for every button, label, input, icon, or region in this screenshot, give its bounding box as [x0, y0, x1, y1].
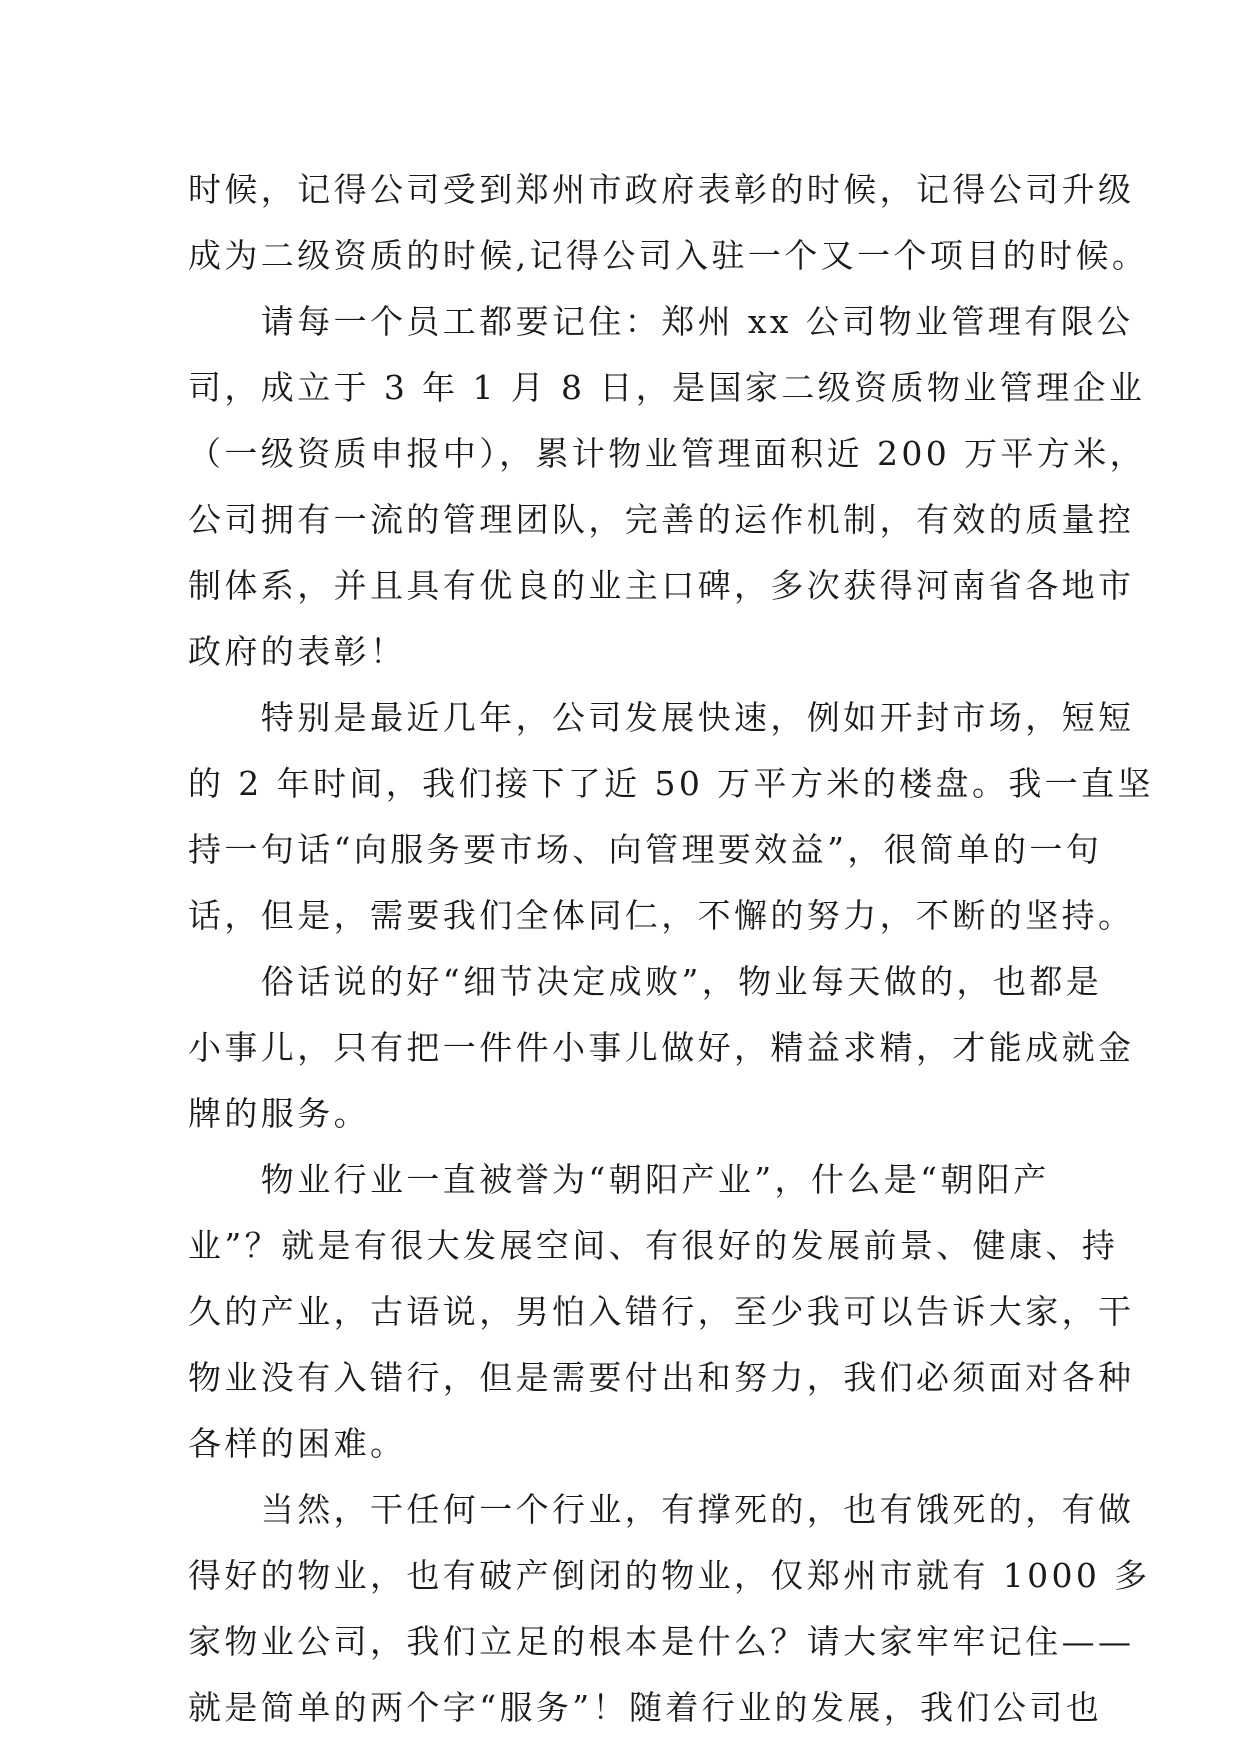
text-line: 物业没有入错行，但是需要付出和努力，我们必须面对各种 — [188, 1358, 1135, 1397]
text-line: 物业行业一直被誉为“朝阳产业”，什么是“朝阳产 — [188, 1160, 1050, 1199]
text-line: 制体系，并且具有优良的业主口碑，多次获得河南省各地市 — [188, 566, 1135, 605]
text-line: 牌的服务。 — [188, 1094, 370, 1133]
text-line: 业”？就是有很大发展空间、有很好的发展前景、健康、持 — [188, 1226, 1119, 1265]
document-body-text — [188, 157, 1154, 1741]
text-line: 小事儿，只有把一件件小事儿做好，精益求精，才能成就金 — [188, 1028, 1135, 1067]
text-line: 政府的表彰！ — [188, 632, 407, 671]
text-line: （一级资质申报中），累计物业管理面积近 200 万平方米， — [188, 434, 1147, 473]
text-line: 公司拥有一流的管理团队，完善的运作机制，有效的质量控 — [188, 500, 1135, 539]
text-line: 当然，干任何一个行业，有撑死的，也有饿死的，有做 — [188, 1490, 1135, 1529]
text-line: 久的产业，古语说，男怕入错行，至少我可以告诉大家，干 — [188, 1292, 1135, 1331]
text-line: 得好的物业，也有破产倒闭的物业，仅郑州市就有 1000 多 — [188, 1556, 1151, 1595]
text-line: 俗话说的好“细节决定成败”，物业每天做的，也都是 — [188, 962, 1103, 1001]
text-line: 成为二级资质的时候,记得公司入驻一个又一个项目的时候。 — [188, 236, 1149, 275]
text-line: 司，成立于 3 年 1 月 8 日，是国家二级资质物业管理企业 — [188, 368, 1146, 407]
text-line: 特别是最近几年，公司发展快速，例如开封市场，短短 — [188, 698, 1135, 737]
text-line: 的 2 年时间，我们接下了近 50 万平方米的楼盘。我一直坚 — [188, 764, 1154, 803]
text-line: 持一句话“向服务要市场、向管理要效益”，很简单的一句 — [188, 830, 1103, 869]
text-line: 家物业公司，我们立足的根本是什么？请大家牢牢记住—— — [188, 1622, 1135, 1661]
text-line: 就是简单的两个字“服务”！随着行业的发展，我们公司也 — [188, 1688, 1103, 1727]
text-line: 各样的困难。 — [188, 1424, 407, 1463]
text-line: 请每一个员工都要记住：郑州 xx 公司物业管理有限公 — [188, 302, 1134, 341]
text-line: 时候，记得公司受到郑州市政府表彰的时候，记得公司升级 — [188, 170, 1135, 209]
text-line: 话，但是，需要我们全体同仁，不懈的努力，不断的坚持。 — [188, 896, 1135, 935]
